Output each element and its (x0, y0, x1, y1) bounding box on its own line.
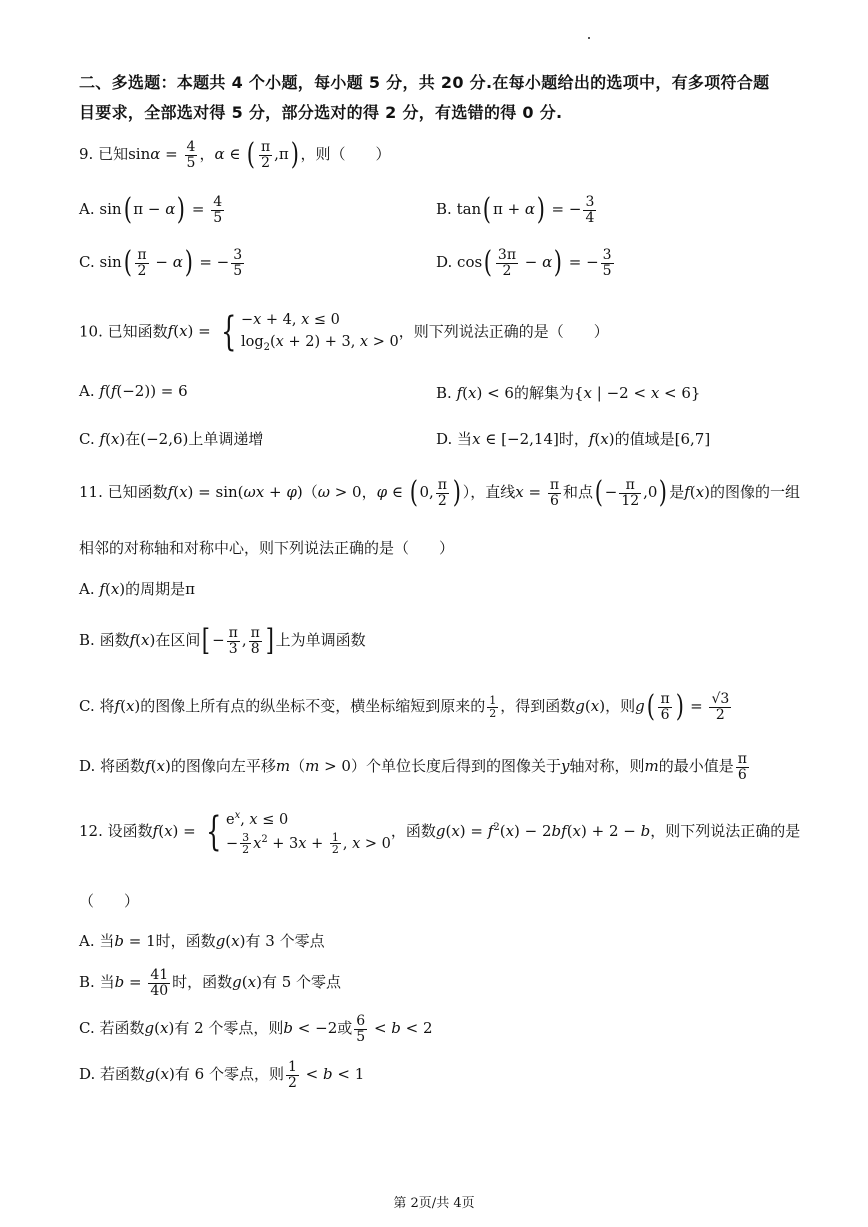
option-text: 或 (337, 1019, 353, 1038)
section-heading-line-1: 二、多选题：本题共 4 个小题，每小题 5 分，共 20 分.在每小题给出的选项中，有多项符合题 (79, 73, 770, 92)
option-text: 的最小值是 (658, 757, 734, 776)
question-text: 已知函数 (107, 322, 168, 341)
option-text: 若函数 (100, 1065, 146, 1084)
question-text: ，则下列说法正确的是（ ） (398, 322, 609, 341)
option-text: 在区间 (155, 631, 201, 650)
option-text: ，得到函数 (500, 697, 576, 716)
q10-option-d: D. 当x ∈ [−2,14]时，f(x)的值域是[6,7] (436, 430, 711, 448)
question-text: ，则下列说法正确的是 (650, 821, 801, 840)
q10-option-a: A. f(f(−2)) = 6 (79, 382, 188, 400)
option-text: 将函数 (100, 757, 146, 776)
q12-option-a: A. 当b = 1时，函数g(x)有 3 个零点 (79, 932, 325, 950)
question-text: ，直线 (470, 483, 516, 502)
question-text: 是 (669, 483, 685, 502)
q9-option-a: A. sin( π − α) = $\frac{4}{5}$ (79, 192, 223, 228)
q9-option-d: D. cos( $\frac{3\pi}{2}$ − α) = − $\frac{3}{5}$ (436, 245, 612, 281)
question-number: 10. (79, 322, 103, 341)
question-text: 的图像的一组 (709, 483, 800, 502)
option-label: B. (79, 973, 95, 992)
option-label: C. (79, 253, 95, 272)
option-label: C. (79, 1019, 95, 1038)
q10-option-b: B. f(x) < 6的解集为{x | −2 < x < 6} (436, 384, 701, 402)
option-label: A. (79, 580, 95, 598)
question-text: 设函数 (107, 821, 153, 840)
q11-option-a: A. f(x)的周期是π (79, 580, 195, 598)
option-text: 在 (125, 430, 141, 448)
option-text: ，则 (605, 697, 636, 716)
option-label: A. (79, 200, 95, 219)
q10-option-c: C. f(x)在(−2,6)上单调递增 (79, 430, 264, 448)
option-text: 当 (457, 430, 473, 448)
option-text: 时，函数 (155, 932, 216, 950)
question-12-stem: 12. 设函数f(x) = { $e^x$, x ≤ 0 − $\frac{3}{2}$ $x^2 + 3x$ + $\frac{1}{2}$ , x > 0，函数$g(x) = f^2(x) - 2bf(x) + 2 - b$，则下列说法正确的是 (79, 808, 801, 857)
question-text: ，则（ ） (300, 145, 391, 164)
option-text: 的周期是π (125, 580, 195, 598)
option-label: D. (436, 253, 453, 272)
option-label: C. (79, 697, 95, 716)
option-text: 上单调递增 (188, 430, 264, 448)
option-text: 上为单调函数 (275, 631, 366, 650)
option-label: B. (79, 631, 95, 650)
option-text: 的图像向左平移 (170, 757, 276, 776)
section-heading-line-2: 目要求，全部选对得 5 分，部分选对的得 2 分，有选错的得 0 分. (79, 103, 563, 122)
option-text: 的值域是 (614, 430, 675, 448)
option-text: 当 (99, 932, 115, 950)
option-text: 的图像上所有点的纵坐标不变，横坐标缩短到原来的 (140, 697, 486, 716)
page-footer: 第 2页/共 4页 (393, 1196, 475, 1211)
q11-option-b: B. 函数f(x)在区间[ − $\frac{\pi}{3}$ , $\frac{\pi}{8}$ ] 上为单调函数 (79, 623, 366, 659)
q11-option-c: C. 将f(x)的图像上所有点的纵坐标不变，横坐标缩短到原来的 $\frac{1}{2}$ ，得到函数g(x)，则g( $\frac{\pi}{6}$ ) = $\frac{√3}{2}$ (79, 689, 730, 725)
question-10-stem: 10. 已知函数f(x) = { −x + 4, x ≤ 0 $\log_2(x + 2) + 3$, x > 0，则下列说法正确的是（ ） (79, 309, 609, 356)
question-text: 已知函数 (107, 483, 168, 502)
question-text: 已知 (98, 145, 129, 164)
option-text: 有 6 个零点，则 (174, 1065, 284, 1084)
question-number: 9. (79, 145, 94, 164)
option-label: D. (79, 1065, 96, 1084)
question-11-stem: 11. 已知函数f(x) = sin(ωx + φ)（ω > 0，φ ∈ ( 0, $\frac{\pi}{2}$ ) ），直线x = $\frac{\pi}{6}$ 和点( − $\frac{\pi}{12}$ ,0) 是f(x)的图像的一组 (79, 475, 800, 511)
q12-option-c: C. 若函数g(x)有 2 个零点，则b < −2或 $\frac{6}{5}$ < b < 2 (79, 1013, 433, 1045)
q9-option-c: C. sin( $\frac{\pi}{2}$ − α) = − $\frac{3}{5}$ (79, 245, 243, 281)
scan-dot (588, 37, 590, 39)
q11-option-d: D. 将函数f(x)的图像向左平移m（m > 0）个单位长度后得到的图像关于y轴对称，则m的最小值是 $\frac{\pi}{6}$ (79, 751, 747, 783)
option-text: 函数 (99, 631, 130, 650)
question-text: ，函数 (390, 821, 436, 840)
option-text: 有 3 个零点 (245, 932, 325, 950)
option-text: 当 (99, 973, 115, 992)
q12-option-b: B. 当b = $\frac{41}{40}$ 时，函数g(x)有 5 个零点 (79, 967, 342, 999)
option-text: 若函数 (99, 1019, 145, 1038)
option-label: D. (436, 430, 453, 448)
question-number: 11. (79, 483, 103, 502)
option-label: B. (436, 200, 452, 219)
option-label: A. (79, 382, 95, 400)
option-text: 有 2 个零点，则 (174, 1019, 284, 1038)
option-text: 将 (99, 697, 115, 716)
q12-option-d: D. 若函数g(x)有 6 个零点，则 $\frac{1}{2}$ < b < 1 (79, 1059, 365, 1091)
option-label: D. (79, 757, 96, 776)
option-text: 的解集为 (513, 384, 574, 402)
question-text: 和点 (563, 483, 594, 502)
option-text: 个单位长度后得到的图像关于 (365, 757, 561, 776)
option-text: 时，函数 (172, 973, 233, 992)
option-label: C. (79, 430, 95, 448)
question-12-paren: （ ） (79, 892, 140, 910)
question-number: 12. (79, 821, 103, 840)
option-text: 有 5 个零点 (261, 973, 342, 992)
question-9-stem: 9. 已知sinα = $\frac{4}{5}$ ，α ∈ ( $\frac{\pi}{2}$ ,π) ，则（ ） (79, 137, 391, 173)
option-text: 轴对称，则 (569, 757, 645, 776)
option-text: 时， (558, 430, 589, 448)
option-label: B. (436, 384, 452, 402)
question-11-stem-line-2: 相邻的对称轴和对称中心，则下列说法正确的是（ ） (79, 539, 455, 557)
q9-option-b: B. tan( π + α) = − $\frac{3}{4}$ (436, 192, 595, 228)
option-label: A. (79, 932, 95, 950)
